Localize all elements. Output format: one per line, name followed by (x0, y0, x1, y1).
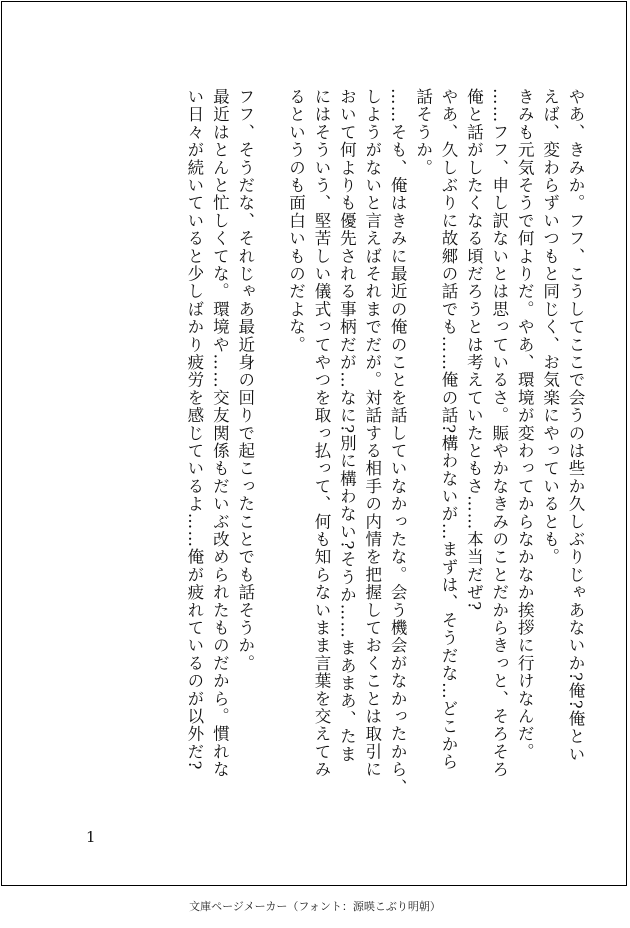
vertical-text-body (182, 88, 588, 808)
text-line: るというのも面白いものだよな。 (286, 88, 306, 354)
text-line: い日々が続いていると少しばかり疲労を感じているよ……俺が疲れているのが以外だ? (184, 88, 204, 771)
text-line: おいて何よりも優先される事柄だが…なに?別に構わない?そうか……まあまあ、たま (337, 88, 357, 763)
text-line: きみも元気そうで何よりだ。やあ、環境が変わってからなかなか挨拶に行けなんだ。 (515, 88, 535, 761)
page-frame (1, 1, 627, 886)
text-line: フフ、そうだな、それじゃあ最近身の回りで起こったことでも話そうか。 (235, 88, 255, 673)
text-line: やあ、久しぶりに故郷の話でも……俺の話?構わないが…まずは、そうだな…どこから (438, 88, 458, 771)
text-line: 話そうか。 (413, 88, 433, 177)
text-line: やあ、きみか。フフ、こうしてここで会うのは些か久しぶりじゃあないか?俺?俺とい (566, 88, 585, 763)
page-number: 1 (86, 828, 96, 846)
text-line: えば、変わらずいつもと同じく、お気楽にやっているとも。 (540, 88, 560, 566)
text-line: ……フフ、申し訳ないとは思っているさ。賑やかなきみのことだからきっと、そろそろ (489, 88, 509, 779)
footer-caption: 文庫ページメーカー（フォント：源暎こぶり明朝） (189, 900, 441, 913)
text-line: 俺と話がしたくなる頃だろうとは考えていたともさ……本当だぜ? (464, 88, 484, 612)
text-line: しようがないと言えばそれまでだが。対話する相手の内情を把握しておくことは取引に (362, 88, 382, 779)
text-line: ……そも、俺はきみに最近の俺のことを話していなかったな。会う機会がなかったから、 (388, 88, 408, 796)
text-line: 最近はとんと忙しくてな。環境や……交友関係もだいぶ改められたものだから。慣れな (210, 88, 230, 779)
blank-line (258, 88, 283, 808)
text-line: にはそういう、堅苦しい儀式ってやつを取っ払って、何も知らないまま言葉を交えてみ (311, 88, 331, 779)
